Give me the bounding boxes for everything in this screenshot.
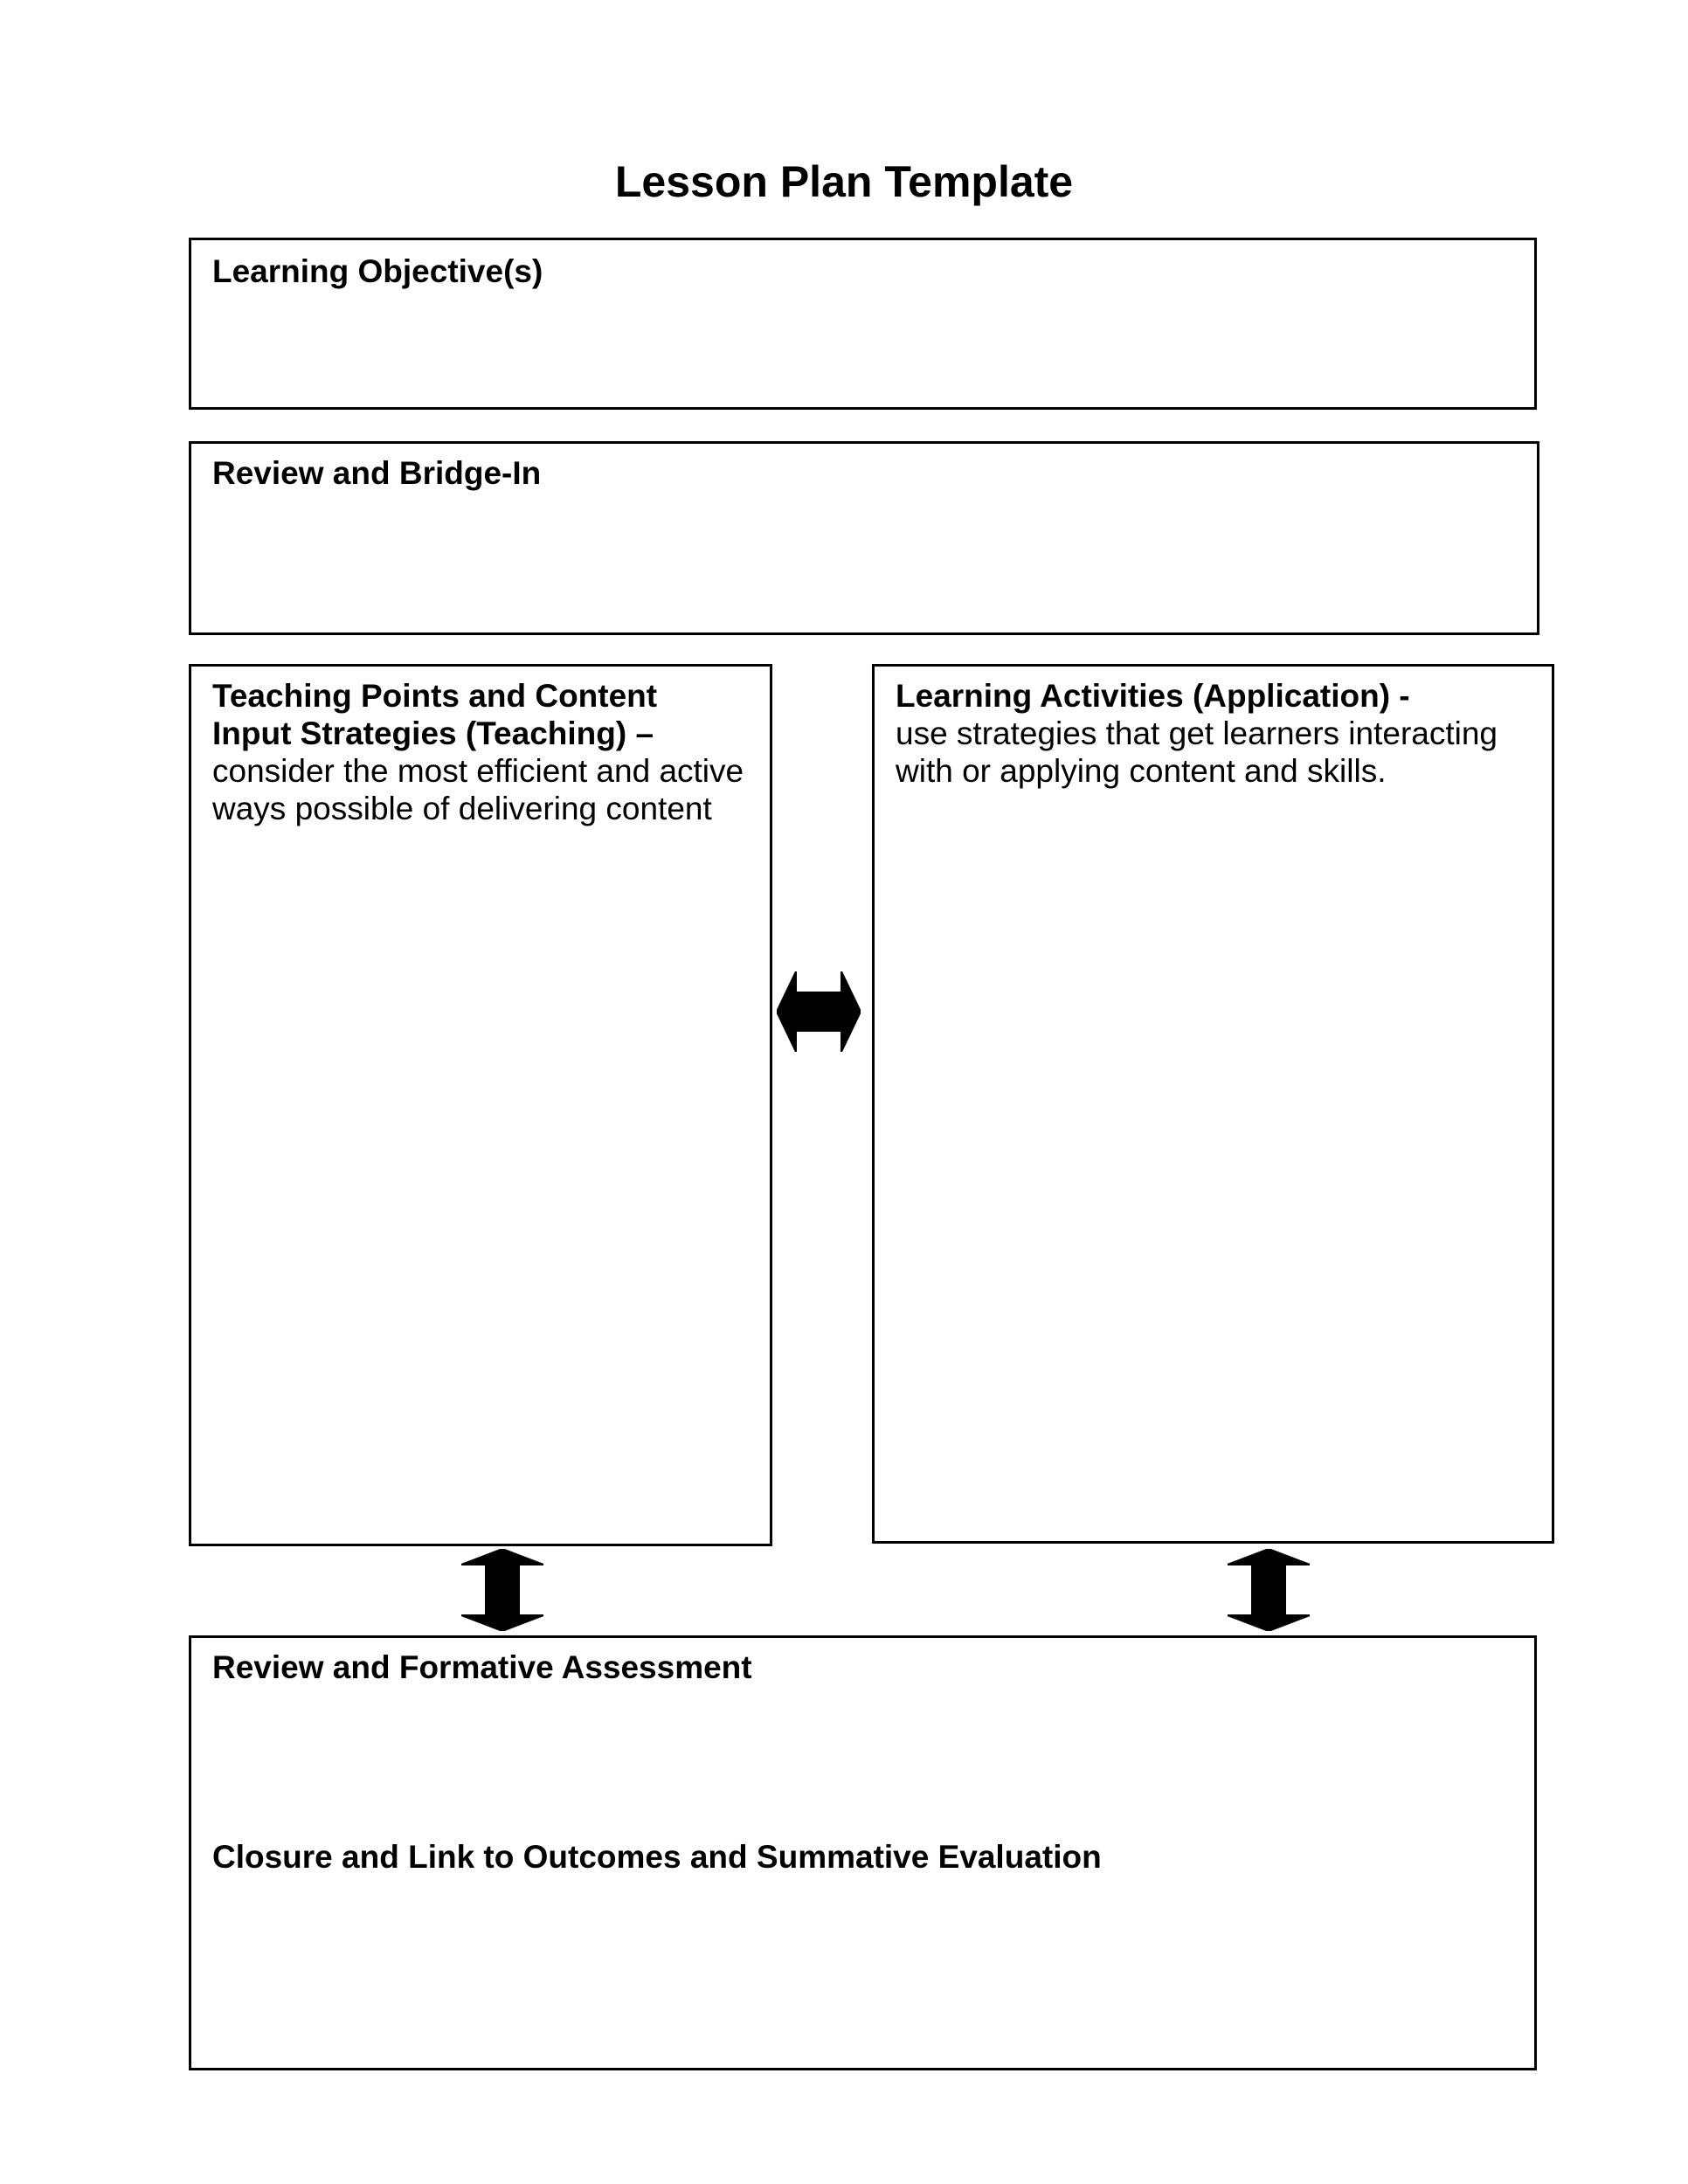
formative-assessment-heading: Review and Formative Assessment <box>212 1649 752 1685</box>
teaching-body-line2: ways possible of delivering content <box>212 791 712 826</box>
teaching-points-box[interactable] <box>189 664 772 1546</box>
learning-activities-box[interactable] <box>872 664 1554 1544</box>
learning-activities-text <box>896 677 1498 790</box>
review-bridge-in-box[interactable] <box>189 441 1539 635</box>
double-headed-vertical-arrow-icon <box>1228 1549 1310 1631</box>
activities-body-line2: with or applying content and skills. <box>896 753 1387 789</box>
review-bridge-in-heading: Review and Bridge-In <box>212 455 542 491</box>
teaching-points-text <box>212 677 744 827</box>
teaching-body-line1: consider the most efficient and active <box>212 753 744 789</box>
double-headed-vertical-arrow-icon <box>461 1549 543 1631</box>
teaching-heading-line2: Input Strategies (Teaching) – <box>212 715 654 751</box>
teaching-heading-line1: Teaching Points and Content <box>212 678 658 714</box>
learning-objectives-box[interactable] <box>189 238 1537 410</box>
double-headed-horizontal-arrow-icon <box>777 971 861 1052</box>
activities-heading: Learning Activities (Application) - <box>896 678 1410 714</box>
learning-objectives-heading: Learning Objective(s) <box>212 253 543 289</box>
activities-body-line1: use strategies that get learners interacting <box>896 715 1498 751</box>
assessment-closure-box[interactable] <box>189 1635 1537 2070</box>
page-title: Lesson Plan Template <box>614 157 1074 206</box>
closure-heading: Closure and Link to Outcomes and Summative Evaluation <box>212 1839 1102 1875</box>
